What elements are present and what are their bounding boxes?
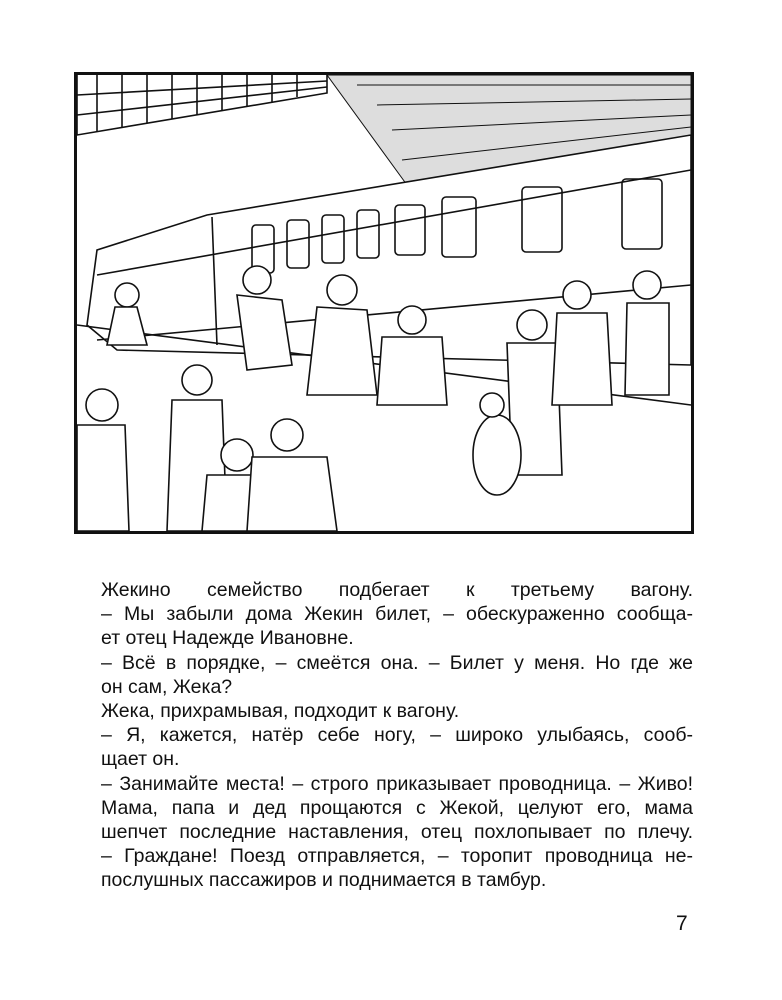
text-line: ет отец Надежде Ивановне. [101,627,354,650]
text-line: щает он. [101,748,180,771]
text-line: послушных пассажиров и поднимается в тамбур. [101,869,547,892]
text-line: – Занимайте места! – строго приказывает проводница. – Живо! [101,772,693,795]
page-number: 7 [676,912,688,935]
text-line: шепчет последние наставления, отец похлопывает по плечу. [101,821,693,844]
text-line: – Граждане! Поезд отправляется, – торопит проводница не- [101,845,693,868]
text-line: Жекино семейство подбегает к третьему вагону. [101,579,693,601]
text-line: – Всё в порядке, – смеётся она. – Билет у меня. Но где же [101,651,693,674]
text-line: – Я, кажется, натёр себе ногу, – широко улыбаясь, сооб- [101,724,693,747]
text-line: – Мы забыли дома Жекин билет, – обескураженно сообща- [101,603,693,626]
text-line: Жека, прихрамывая, подходит к вагону. [101,700,460,723]
story-text [101,578,693,893]
roof-grid [77,75,327,135]
text-line: он сам, Жека? [101,675,233,698]
station-illustration [74,72,694,534]
illustration-drawing [77,75,691,531]
text-line: Мама, папа и дед прощаются с Жекой, целуют его, мама [101,796,693,819]
